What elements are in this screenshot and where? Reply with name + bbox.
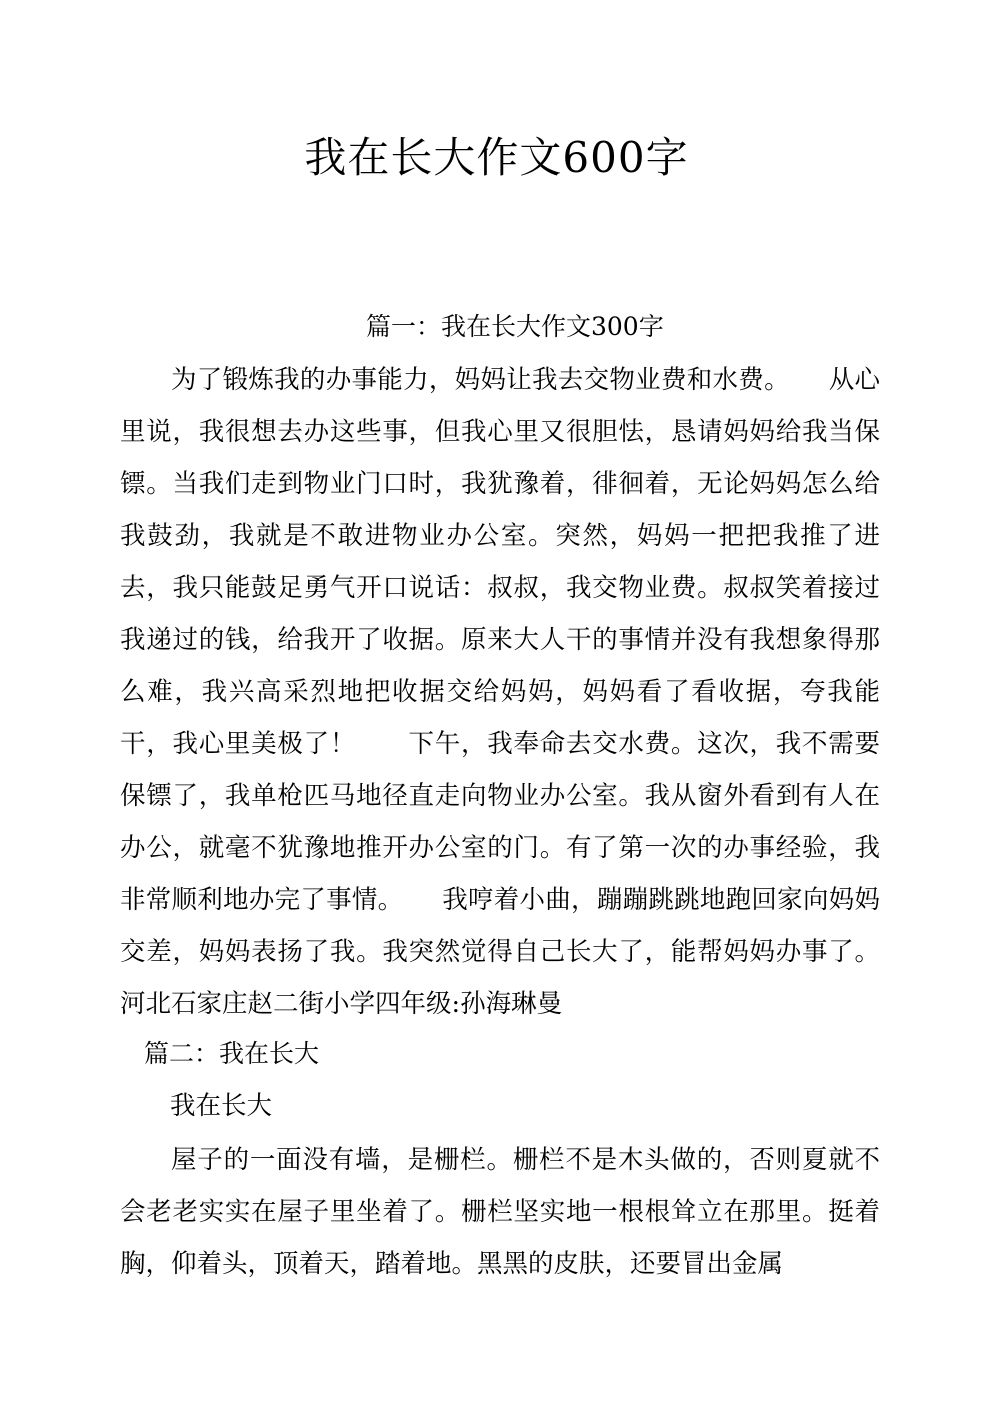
document-title: 我在长大作文600字 (304, 133, 689, 182)
section-two-heading: 篇二：我在长大 (144, 1039, 320, 1068)
section-one-body: 为了锻炼我的办事能力，妈妈让我去交物业费和水费。 从心里说，我很想去办这些事，但我心里又很胆怯，恳请妈妈给我当保镖。当我们走到物业门口时，我犹豫着，徘徊着，无论妈妈怎么给我鼓劲，我就是不敢进物业办公室。突然，妈妈一把把我推了进去，我只能鼓足勇气开口说话：叔叔，我交物业费。叔叔笑着接过我递过的钱，给我开了收据。原来大人干的事情并没有我想象得那么难，我兴高采烈地把收据交给妈妈，妈妈看了看收据，夸我能干，我心里美极了！ 下午，我奉命去交水费。这次，我不需要保镖了，我单枪匹马地径直走向物业办公室。我从窗外看到有人在办公，就毫不犹豫地推开办公室的门。有了第一次的办事经验，我非常顺利地办完了事情。 我哼着小曲，蹦蹦跳跳地跑回家向妈妈交差，妈妈表扬了我。我突然觉得自己长大了，能帮妈妈办事了。河北石家庄赵二街小学四年级:孙海琳曼 (120, 365, 880, 1019)
section-two-subtitle: 我在长大 (170, 1091, 273, 1121)
section-two-body: 屋子的一面没有墙，是栅栏。栅栏不是木头做的，否则夏就不会老老实实在屋子里坐着了。栅栏坚实地一根根耸立在那里。挺着胸，仰着头，顶着天，踏着地。黑黑的皮肤，还要冒出金属 (120, 1145, 880, 1279)
section-one-heading: 篇一：我在长大作文300字 (366, 312, 664, 341)
